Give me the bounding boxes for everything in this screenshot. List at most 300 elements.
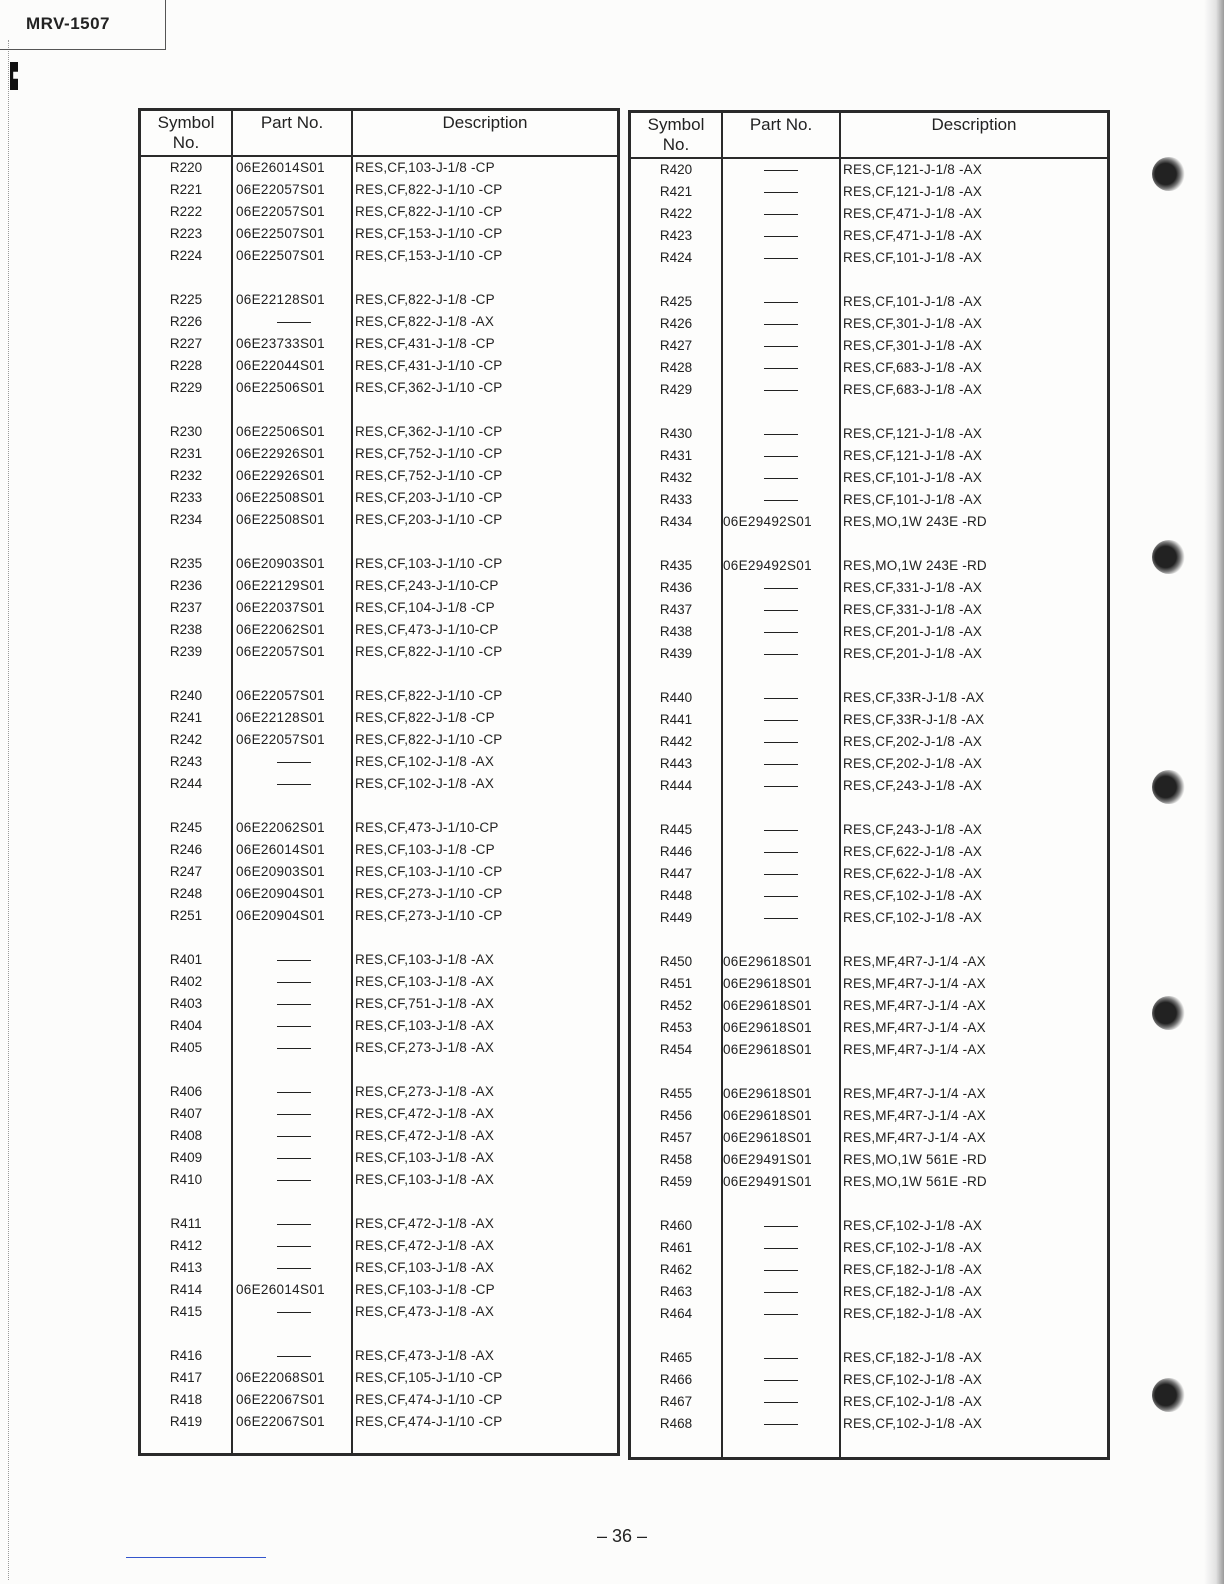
description-cell: RES,CF,33R-J-1/8 -AX [843, 690, 985, 705]
description-cell: RES,CF,473-J-1/10-CP [355, 622, 499, 637]
symbol-cell: R437 [659, 602, 693, 617]
symbol-cell: R225 [169, 292, 203, 307]
description-cell: RES,CF,103-J-1/8 -AX [355, 952, 495, 967]
description-cell: RES,MO,1W 561E -RD [843, 1152, 987, 1167]
table-row [631, 1281, 1107, 1303]
description-cell: RES,CF,431-J-1/8 -CP [355, 336, 495, 351]
symbol-cell: R436 [659, 580, 693, 595]
description-cell: RES,CF,102-J-1/8 -AX [843, 1372, 983, 1387]
part-number-cell: 06E22037S01 [236, 600, 325, 615]
table-row [141, 223, 617, 245]
model-number: MRV-1507 [26, 14, 111, 33]
part-number-cell: 06E29618S01 [723, 1020, 812, 1035]
symbol-cell: R248 [169, 886, 203, 901]
description-cell: RES,CF,243-J-1/10-CP [355, 578, 499, 593]
description-cell: RES,CF,243-J-1/8 -AX [843, 822, 983, 837]
description-cell: RES,CF,103-J-1/8 -AX [355, 974, 495, 989]
symbol-cell: R233 [169, 490, 203, 505]
punch-hole [1152, 540, 1186, 574]
symbol-cell: R422 [659, 206, 693, 221]
symbol-cell: R462 [659, 1262, 693, 1277]
part-number-dash [236, 1015, 352, 1037]
description-cell: RES,CF,822-J-1/10 -CP [355, 688, 503, 703]
table-row [141, 465, 617, 487]
part-number-cell: 06E20903S01 [236, 556, 325, 571]
symbol-cell: R418 [169, 1392, 203, 1407]
part-number-dash [723, 181, 839, 203]
part-number-cell: 06E20904S01 [236, 908, 325, 923]
part-number-dash [236, 751, 352, 773]
part-number-dash [236, 971, 352, 993]
table-row [141, 707, 617, 729]
part-number-cell: 06E22926S01 [236, 468, 325, 483]
table-row [631, 423, 1107, 445]
table-row [141, 377, 617, 399]
part-number-dash [723, 753, 839, 775]
part-number-dash [723, 445, 839, 467]
table-row [631, 643, 1107, 665]
description-cell: RES,CF,472-J-1/8 -AX [355, 1128, 495, 1143]
table-row [141, 289, 617, 311]
table-row [141, 1015, 617, 1037]
part-number-dash [236, 1037, 352, 1059]
table-row [141, 839, 617, 861]
part-number-dash [236, 993, 352, 1015]
part-number-dash [723, 863, 839, 885]
part-number-dash [236, 1213, 352, 1235]
part-number-dash [723, 819, 839, 841]
symbol-cell: R410 [169, 1172, 203, 1187]
table-header [631, 113, 1107, 159]
part-number-dash [723, 313, 839, 335]
symbol-cell: R403 [169, 996, 203, 1011]
table-row [631, 335, 1107, 357]
part-number-dash [723, 1259, 839, 1281]
part-number-dash [723, 291, 839, 313]
table-row [631, 379, 1107, 401]
description-cell: RES,CF,202-J-1/8 -AX [843, 734, 983, 749]
description-cell: RES,MF,4R7-J-1/4 -AX [843, 1020, 986, 1035]
description-cell: RES,CF,182-J-1/8 -AX [843, 1306, 983, 1321]
table-row [631, 995, 1107, 1017]
symbol-cell: R236 [169, 578, 203, 593]
description-cell: RES,CF,101-J-1/8 -AX [843, 470, 983, 485]
description-cell: RES,CF,822-J-1/8 -CP [355, 710, 495, 725]
symbol-cell: R459 [659, 1174, 693, 1189]
description-header: Description [442, 113, 528, 132]
symbol-cell: R457 [659, 1130, 693, 1145]
description-cell: RES,CF,103-J-1/8 -CP [355, 842, 495, 857]
symbol-cell: R453 [659, 1020, 693, 1035]
symbol-cell: R468 [659, 1416, 693, 1431]
symbol-cell: R431 [659, 448, 693, 463]
table-row [631, 203, 1107, 225]
part-number-cell: 06E22508S01 [236, 512, 325, 527]
description-cell: RES,CF,121-J-1/8 -AX [843, 448, 983, 463]
part-number-cell: 06E22044S01 [236, 358, 325, 373]
part-number-cell: 06E29618S01 [723, 1086, 812, 1101]
table-row [631, 1171, 1107, 1193]
symbol-cell: R409 [169, 1150, 203, 1165]
description-cell: RES,CF,182-J-1/8 -AX [843, 1284, 983, 1299]
part-number-cell: 06E20904S01 [236, 886, 325, 901]
table-row [631, 489, 1107, 511]
symbol-header: Symbol No. [157, 113, 215, 152]
table-row [631, 885, 1107, 907]
symbol-cell: R427 [659, 338, 693, 353]
symbol-cell: R446 [659, 844, 693, 859]
part-number-cell: 06E22129S01 [236, 578, 325, 593]
table-row [141, 1147, 617, 1169]
part-number-cell: 06E22067S01 [236, 1414, 325, 1429]
table-row [141, 729, 617, 751]
part-number-dash [723, 577, 839, 599]
part-number-dash [723, 1369, 839, 1391]
description-cell: RES,CF,103-J-1/8 -AX [355, 1260, 495, 1275]
table-row [141, 1389, 617, 1411]
symbol-cell: R415 [169, 1304, 203, 1319]
part-number-dash [723, 885, 839, 907]
description-cell: RES,CF,622-J-1/8 -AX [843, 866, 983, 881]
symbol-cell: R414 [169, 1282, 203, 1297]
part-number-dash [723, 1281, 839, 1303]
table-row [631, 1413, 1107, 1435]
table-row [141, 1235, 617, 1257]
symbol-cell: R439 [659, 646, 693, 661]
symbol-cell: R438 [659, 624, 693, 639]
part-number-dash [236, 1257, 352, 1279]
symbol-cell: R461 [659, 1240, 693, 1255]
symbol-cell: R408 [169, 1128, 203, 1143]
description-cell: RES,CF,182-J-1/8 -AX [843, 1350, 983, 1365]
part-number-dash [236, 311, 352, 333]
part-number-dash [723, 1413, 839, 1435]
description-cell: RES,MF,4R7-J-1/4 -AX [843, 1042, 986, 1057]
part-number-cell: 06E22057S01 [236, 688, 325, 703]
part-number-dash [236, 1103, 352, 1125]
symbol-cell: R407 [169, 1106, 203, 1121]
description-cell: RES,CF,103-J-1/8 -CP [355, 1282, 495, 1297]
part-number-dash [723, 1215, 839, 1237]
part-number-cell: 06E20903S01 [236, 864, 325, 879]
table-row [141, 245, 617, 267]
symbol-cell: R229 [169, 380, 203, 395]
description-cell: RES,CF,201-J-1/8 -AX [843, 646, 983, 661]
part-number-cell: 06E22057S01 [236, 182, 325, 197]
table-row [631, 1391, 1107, 1413]
symbol-cell: R452 [659, 998, 693, 1013]
symbol-cell: R228 [169, 358, 203, 373]
part-number-dash [723, 467, 839, 489]
symbol-cell: R455 [659, 1086, 693, 1101]
symbol-cell: R424 [659, 250, 693, 265]
table-row [141, 619, 617, 641]
description-cell: RES,CF,473-J-1/8 -AX [355, 1348, 495, 1363]
table-row [631, 753, 1107, 775]
model-tag [0, 0, 166, 50]
symbol-cell: R423 [659, 228, 693, 243]
table-row [631, 1347, 1107, 1369]
description-cell: RES,CF,474-J-1/10 -CP [355, 1414, 503, 1429]
part-number-cell: 06E29618S01 [723, 954, 812, 969]
table-header [141, 111, 617, 157]
symbol-cell: R223 [169, 226, 203, 241]
symbol-cell: R435 [659, 558, 693, 573]
description-cell: RES,MF,4R7-J-1/4 -AX [843, 1130, 986, 1145]
part-number-cell: 06E22506S01 [236, 424, 325, 439]
symbol-cell: R238 [169, 622, 203, 637]
punch-hole [1152, 770, 1186, 804]
symbol-cell: R412 [169, 1238, 203, 1253]
part-number-dash [236, 1301, 352, 1323]
symbol-cell: R465 [659, 1350, 693, 1365]
symbol-cell: R419 [169, 1414, 203, 1429]
description-cell: RES,CF,121-J-1/8 -AX [843, 426, 983, 441]
symbol-cell: R244 [169, 776, 203, 791]
symbol-cell: R411 [170, 1216, 202, 1231]
table-row [631, 511, 1107, 533]
description-cell: RES,MF,4R7-J-1/4 -AX [843, 954, 986, 969]
description-cell: RES,CF,102-J-1/8 -AX [843, 1218, 983, 1233]
symbol-header: Symbol No. [647, 115, 705, 154]
description-cell: RES,CF,822-J-1/10 -CP [355, 732, 503, 747]
description-cell: RES,CF,101-J-1/8 -AX [843, 250, 983, 265]
symbol-cell: R447 [659, 866, 693, 881]
table-row [141, 817, 617, 839]
description-cell: RES,CF,822-J-1/10 -CP [355, 204, 503, 219]
symbol-cell: R234 [169, 512, 203, 527]
description-cell: RES,CF,683-J-1/8 -AX [843, 360, 983, 375]
bottom-rule [126, 1557, 266, 1558]
table-row [141, 1279, 617, 1301]
symbol-cell: R241 [169, 710, 203, 725]
symbol-cell: R451 [659, 976, 693, 991]
symbol-cell: R251 [169, 908, 203, 923]
part-number-cell: 06E23733S01 [236, 336, 325, 351]
description-cell: RES,CF,473-J-1/8 -AX [355, 1304, 495, 1319]
symbol-cell: R434 [659, 514, 693, 529]
table-row [141, 685, 617, 707]
part-number-cell: 06E29618S01 [723, 998, 812, 1013]
part-number-dash [723, 731, 839, 753]
symbol-cell: R240 [169, 688, 203, 703]
symbol-cell: R246 [169, 842, 203, 857]
table-row [631, 1237, 1107, 1259]
part-number-dash [236, 1147, 352, 1169]
description-cell: RES,CF,102-J-1/8 -AX [843, 910, 983, 925]
table-row [631, 775, 1107, 797]
part-number-cell: 06E29618S01 [723, 1042, 812, 1057]
part-header: Part No. [260, 113, 324, 132]
punch-hole [1152, 157, 1186, 191]
table-row [141, 1103, 617, 1125]
symbol-cell: R224 [169, 248, 203, 263]
part-number-cell: 06E29492S01 [723, 514, 812, 529]
symbol-cell: R404 [169, 1018, 203, 1033]
table-row [631, 973, 1107, 995]
description-cell: RES,MF,4R7-J-1/4 -AX [843, 998, 986, 1013]
table-row [141, 355, 617, 377]
table-row [631, 599, 1107, 621]
page-shadow [1204, 0, 1224, 1584]
table-row [631, 247, 1107, 269]
symbol-cell: R405 [169, 1040, 203, 1055]
description-cell: RES,CF,202-J-1/8 -AX [843, 756, 983, 771]
table-row [631, 555, 1107, 577]
table-row [631, 1259, 1107, 1281]
description-cell: RES,CF,243-J-1/8 -AX [843, 778, 983, 793]
description-cell: RES,CF,101-J-1/8 -AX [843, 294, 983, 309]
symbol-cell: R235 [169, 556, 203, 571]
symbol-cell: R430 [659, 426, 693, 441]
table-row [141, 751, 617, 773]
table-row [141, 509, 617, 531]
description-cell: RES,MF,4R7-J-1/4 -AX [843, 1086, 986, 1101]
part-number-cell: 06E22507S01 [236, 248, 325, 263]
part-number-dash [236, 1235, 352, 1257]
symbol-cell: R402 [169, 974, 203, 989]
table-row [631, 159, 1107, 181]
description-cell: RES,CF,103-J-1/10 -CP [355, 556, 503, 571]
table-row [631, 731, 1107, 753]
part-number-cell: 06E22507S01 [236, 226, 325, 241]
description-cell: RES,MF,4R7-J-1/4 -AX [843, 1108, 986, 1123]
symbol-cell: R440 [659, 690, 693, 705]
description-cell: RES,CF,752-J-1/10 -CP [355, 446, 503, 461]
part-number-dash [723, 357, 839, 379]
symbol-cell: R243 [169, 754, 203, 769]
table-row [141, 773, 617, 795]
part-number-cell: 06E22062S01 [236, 622, 325, 637]
description-cell: RES,MF,4R7-J-1/4 -AX [843, 976, 986, 991]
description-cell: RES,CF,822-J-1/10 -CP [355, 182, 503, 197]
table-row [631, 819, 1107, 841]
part-number-dash [723, 1237, 839, 1259]
part-number-dash [236, 1345, 352, 1367]
symbol-cell: R426 [659, 316, 693, 331]
symbol-cell: R237 [169, 600, 203, 615]
table-row [141, 333, 617, 355]
table-row [631, 577, 1107, 599]
symbol-cell: R464 [659, 1306, 693, 1321]
part-number-dash [236, 1081, 352, 1103]
symbol-cell: R239 [169, 644, 203, 659]
symbol-cell: R231 [169, 446, 203, 461]
table-row [631, 863, 1107, 885]
description-cell: RES,CF,471-J-1/8 -AX [843, 228, 983, 243]
symbol-cell: R450 [659, 954, 693, 969]
symbol-cell: R416 [169, 1348, 203, 1363]
part-number-dash [723, 775, 839, 797]
description-cell: RES,CF,431-J-1/10 -CP [355, 358, 503, 373]
part-number-dash [723, 335, 839, 357]
table-row [631, 357, 1107, 379]
symbol-cell: R421 [659, 184, 693, 199]
description-cell: RES,CF,683-J-1/8 -AX [843, 382, 983, 397]
table-row [141, 1213, 617, 1235]
symbol-cell: R222 [169, 204, 203, 219]
part-number-dash [723, 687, 839, 709]
description-cell: RES,CF,301-J-1/8 -AX [843, 338, 983, 353]
table-row [141, 1081, 617, 1103]
part-number-dash [236, 949, 352, 971]
symbol-cell: R432 [659, 470, 693, 485]
table-row [631, 1039, 1107, 1061]
parts-table-right [628, 110, 1110, 1460]
part-number-cell: 06E22926S01 [236, 446, 325, 461]
table-row [631, 951, 1107, 973]
description-cell: RES,CF,101-J-1/8 -AX [843, 492, 983, 507]
table-row [631, 1105, 1107, 1127]
symbol-cell: R456 [659, 1108, 693, 1123]
description-cell: RES,CF,153-J-1/10 -CP [355, 226, 503, 241]
symbol-cell: R433 [659, 492, 693, 507]
part-number-cell: 06E29491S01 [723, 1152, 812, 1167]
table-row [631, 445, 1107, 467]
symbol-cell: R245 [169, 820, 203, 835]
part-number-dash [723, 1391, 839, 1413]
table-row [631, 621, 1107, 643]
table-row [631, 1127, 1107, 1149]
description-cell: RES,CF,103-J-1/8 -CP [355, 160, 495, 175]
table-row [631, 907, 1107, 929]
table-row [141, 861, 617, 883]
table-row [141, 553, 617, 575]
description-cell: RES,CF,104-J-1/8 -CP [355, 600, 495, 615]
table-row [141, 575, 617, 597]
part-number-cell: 06E29491S01 [723, 1174, 812, 1189]
description-cell: RES,CF,472-J-1/8 -AX [355, 1216, 495, 1231]
table-row [631, 1149, 1107, 1171]
page-number: – 36 – [596, 1526, 648, 1546]
description-cell: RES,CF,273-J-1/8 -AX [355, 1040, 495, 1055]
part-number-dash [723, 709, 839, 731]
description-cell: RES,CF,203-J-1/10 -CP [355, 490, 503, 505]
part-number-dash [723, 907, 839, 929]
table-row [141, 641, 617, 663]
table-row [141, 421, 617, 443]
description-cell: RES,CF,182-J-1/8 -AX [843, 1262, 983, 1277]
part-number-dash [236, 1169, 352, 1191]
table-row [141, 1169, 617, 1191]
part-number-dash [723, 159, 839, 181]
part-number-cell: 06E22128S01 [236, 292, 325, 307]
description-cell: RES,CF,153-J-1/10 -CP [355, 248, 503, 263]
description-cell: RES,CF,103-J-1/10 -CP [355, 864, 503, 879]
description-cell: RES,MO,1W 561E -RD [843, 1174, 987, 1189]
description-cell: RES,CF,622-J-1/8 -AX [843, 844, 983, 859]
table-row [141, 971, 617, 993]
table-row [631, 1083, 1107, 1105]
table-row [141, 905, 617, 927]
punch-hole [1152, 996, 1186, 1030]
symbol-cell: R428 [659, 360, 693, 375]
table-row [141, 487, 617, 509]
part-number-dash [723, 643, 839, 665]
description-cell: RES,MO,1W 243E -RD [843, 514, 987, 529]
table-row [141, 883, 617, 905]
description-cell: RES,CF,103-J-1/8 -AX [355, 1018, 495, 1033]
description-cell: RES,CF,203-J-1/10 -CP [355, 512, 503, 527]
description-cell: RES,CF,471-J-1/8 -AX [843, 206, 983, 221]
description-cell: RES,CF,822-J-1/10 -CP [355, 644, 503, 659]
symbol-cell: R466 [659, 1372, 693, 1387]
description-cell: RES,CF,103-J-1/8 -AX [355, 1150, 495, 1165]
table-row [141, 179, 617, 201]
description-cell: RES,CF,102-J-1/8 -AX [355, 754, 495, 769]
description-cell: RES,CF,102-J-1/8 -AX [843, 888, 983, 903]
symbol-cell: R467 [659, 1394, 693, 1409]
